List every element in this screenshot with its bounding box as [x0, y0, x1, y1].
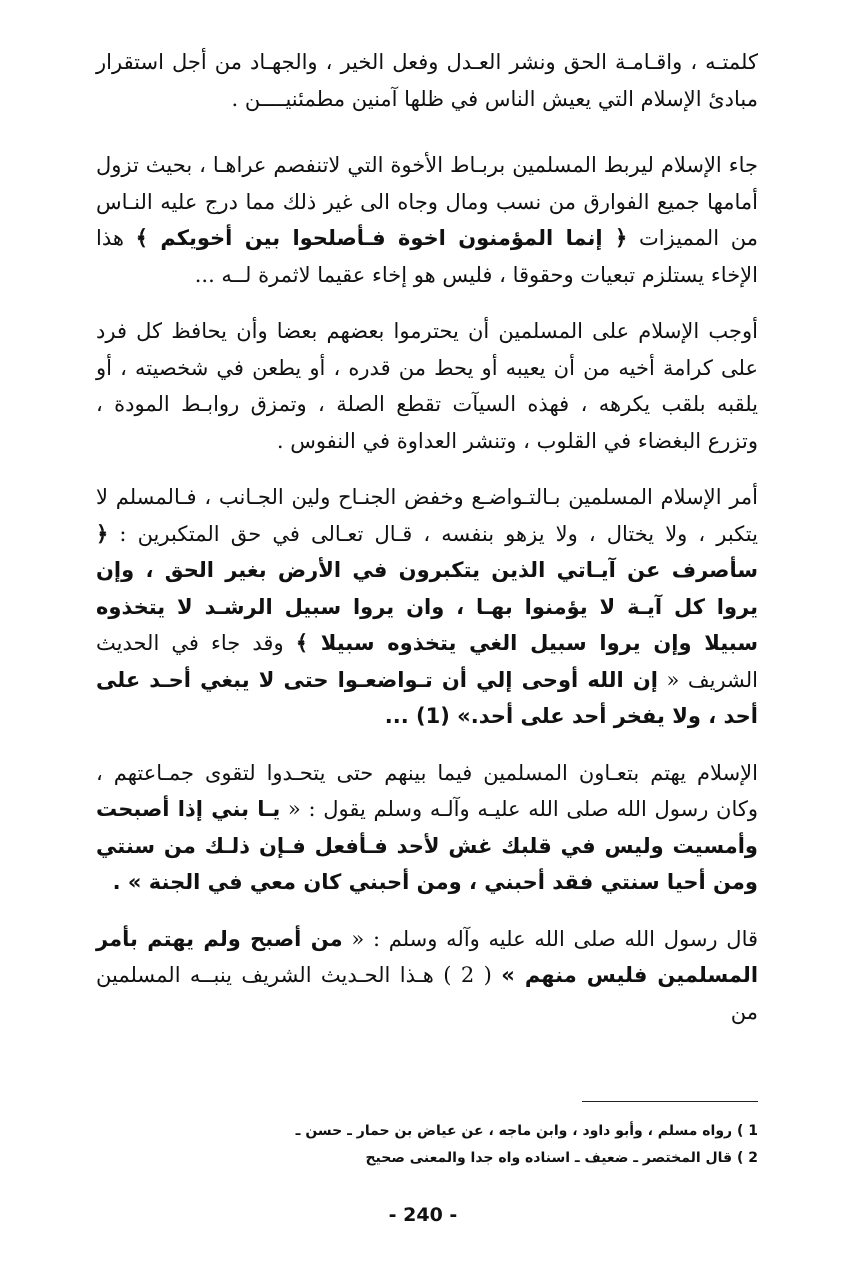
footnote-divider [582, 1101, 758, 1102]
quran-verse: ﴿ سأصرف عن آيـاتي الذين يتكبرون في الأرض بغير الحق ، وإن يروا كل آيـة لا يؤمنوا بهـا ، وان يروا سبيل الرشـد لا يتخذوه سبيلا وإن يروا سبيل الغي يتخذوه سبيلا ﴾ [96, 521, 758, 655]
paragraph-text: أمر الإسلام المسلمين بـالتـواضـع وخفض الجنـاح ولين الجـانب ، فـالمسلم لا يتكبر ، ولا يختال ، ولا يزهو بنفسه ، قـال تعـالى في حق المتكبرين : [96, 485, 758, 546]
paragraph-text: جاء الإسلام ليربط المسلمين بربـاط الأخوة التي لاتنفصم عراهـا ، بحيث تزول أمامها جميع الفوارق من نسب ومال وجاه الى غير ذلك مما درج عليه النـاس من المميزات [96, 153, 758, 250]
paragraph-text: قال رسول الله صلى الله عليه وآله وسلم : « [342, 926, 759, 951]
body-text [96, 44, 758, 1030]
paragraph-text: كلمتـه ، واقـامـة الحق ونشر العـدل وفعل الخير ، والجهـاد من أجل استقرار مبادئ الإسلام التي يعيش الناس في ظلها آمنين مطمئنيــــن . [96, 50, 758, 111]
paragraph-text: الإسلام يهتم بتعـاون المسلمين فيما بينهم حتى يتحـدوا لتقوى جمـاعتهم ، وكان رسول الله صلى الله عليـه وآلـه وسلم يقول : « [96, 760, 758, 821]
hadith-quote: إن الله أوحى إلي أن تـواضعـوا حتى لا يبغي أحـد على أحد ، ولا يفخر أحد على أحد.» (1) ... [96, 667, 758, 728]
page-number: - 240 - [388, 1204, 458, 1226]
footnote-2: 2 ) قال المختصر ـ ضعيف ـ اسناده واه جدا والمعنى صحيح [365, 1150, 758, 1166]
paragraph-3 [96, 313, 758, 459]
quran-verse: ﴿ إنما المؤمنون اخوة فـأصلحوا بين أخويكم ﴾ [135, 226, 628, 250]
paragraph-4 [96, 479, 758, 735]
paragraph-6 [96, 921, 758, 1031]
paragraph-text: ( 2 ) هـذا الحـديث الشريف ينبــه المسلمين من [96, 963, 758, 1024]
hadith-quote: يـا بني إذا أصبحت وأمسيت وليس في قلبك غش لأحد فـأفعل فـإن ذلـك من سنتي ومن أحيا سنتي فقد أحبني ، ومن أحبني كان معي في الجنة » . [96, 797, 758, 894]
footnotes [96, 1118, 758, 1172]
paragraph-2 [96, 147, 758, 293]
paragraph-text: هذا الإخاء يستلزم تبعيات وحقوقا ، فليس هو إخاء عقيما لاثمرة لــه ... [96, 226, 758, 287]
paragraph-5 [96, 755, 758, 901]
hadith-quote: من أصبح ولم يهتم بأمر المسلمين فليس منهم » [96, 926, 759, 987]
footnote-1: 1 ) رواه مسلم ، وأبو داود ، وابن ماجه ، عن عياض بن حمار ـ حسن ـ [295, 1123, 758, 1139]
paragraph-text: أوجب الإسلام على المسلمين أن يحترموا بعضهم بعضا وأن يحافظ كل فرد على كرامة أخيه من أن يعيبه أو يحط من قدره ، أو يطعن في شخصيته ، أو يلقبه بلقب يكرهه ، فهذه السيآت تقطع الصلة ، وتمزق روابـط المودة ، وتزرع البغضاء في القلوب ، وتنشر العداوة في النفوس . [96, 319, 758, 453]
paragraph-text: وقد جاء في الحديث الشريف « [96, 631, 758, 692]
paragraph-1 [96, 44, 758, 117]
